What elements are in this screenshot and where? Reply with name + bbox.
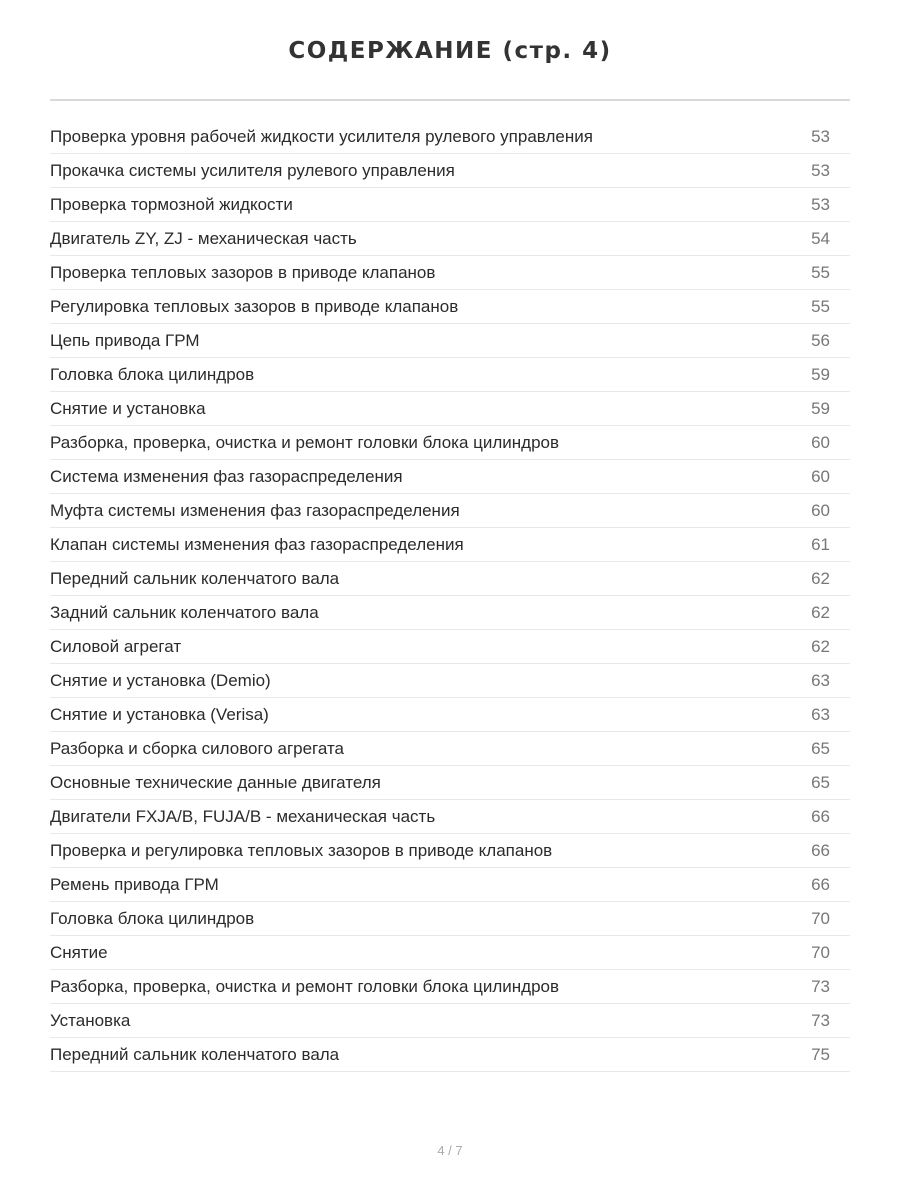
- toc-entry-title: Проверка и регулировка тепловых зазоров в приводе клапанов: [50, 841, 553, 860]
- toc-entry-title: Двигатель ZY, ZJ - механическая часть: [50, 229, 357, 248]
- toc-row[interactable]: [50, 392, 850, 426]
- toc-row[interactable]: [50, 222, 850, 256]
- toc-row[interactable]: [50, 868, 850, 902]
- toc-entry-title: Задний сальник коленчатого вала: [50, 603, 319, 622]
- toc-entry-title: Основные технические данные двигателя: [50, 773, 381, 792]
- toc-page-number: 65: [811, 773, 830, 792]
- toc-page-number: 55: [811, 297, 830, 316]
- toc-row[interactable]: [50, 936, 850, 970]
- toc-entry-title: Снятие и установка (Verisa): [50, 705, 269, 724]
- toc-entry-title: Двигатели FXJA/B, FUJA/B - механическая часть: [50, 807, 436, 826]
- toc-entry-title: Клапан системы изменения фаз газораспределения: [50, 535, 464, 554]
- toc-entry-title: Передний сальник коленчатого вала: [50, 1045, 340, 1064]
- toc-entry-title: Снятие и установка: [50, 399, 206, 418]
- toc-page-number: 70: [811, 943, 830, 962]
- toc-entry-title: Разборка, проверка, очистка и ремонт головки блока цилиндров: [50, 977, 560, 996]
- toc-page-number: 55: [811, 263, 830, 282]
- toc-row[interactable]: [50, 766, 850, 800]
- toc-page-number: 66: [811, 841, 830, 860]
- toc-entry-title: Проверка уровня рабочей жидкости усилителя рулевого управления: [50, 127, 593, 146]
- toc-page-number: 70: [811, 909, 830, 928]
- toc-row[interactable]: [50, 1038, 850, 1072]
- toc-page-number: 53: [811, 161, 830, 180]
- toc-entry-title: Муфта системы изменения фаз газораспределения: [50, 501, 460, 520]
- table-of-contents: [50, 120, 850, 1072]
- toc-page-number: 60: [811, 467, 830, 486]
- toc-row[interactable]: [50, 630, 850, 664]
- toc-page-number: 75: [811, 1045, 830, 1064]
- toc-page-number: 66: [811, 807, 830, 826]
- toc-row[interactable]: [50, 426, 850, 460]
- toc-row[interactable]: [50, 154, 850, 188]
- toc-page-number: 63: [811, 705, 830, 724]
- toc-row[interactable]: [50, 324, 850, 358]
- toc-page-number: 53: [811, 127, 830, 146]
- toc-page-number: 61: [811, 535, 830, 554]
- toc-entry-title: Установка: [50, 1011, 131, 1030]
- toc-page-number: 73: [811, 1011, 830, 1030]
- toc-page-number: 60: [811, 433, 830, 452]
- toc-page-number: 62: [811, 569, 830, 588]
- toc-row[interactable]: [50, 732, 850, 766]
- toc-entry-title: Регулировка тепловых зазоров в приводе клапанов: [50, 297, 459, 316]
- toc-entry-title: Головка блока цилиндров: [50, 365, 255, 384]
- page-counter: 4 / 7: [437, 1143, 463, 1158]
- toc-page-number: 60: [811, 501, 830, 520]
- toc-page-number: 62: [811, 603, 830, 622]
- toc-page-number: 65: [811, 739, 830, 758]
- toc-page-number: 56: [811, 331, 830, 350]
- toc-page-number: 66: [811, 875, 830, 894]
- toc-page-number: 63: [811, 671, 830, 690]
- toc-entry-title: Снятие и установка (Demio): [50, 671, 271, 690]
- toc-row[interactable]: [50, 1004, 850, 1038]
- toc-row[interactable]: [50, 664, 850, 698]
- toc-page-number: 62: [811, 637, 830, 656]
- toc-row[interactable]: [50, 290, 850, 324]
- toc-row[interactable]: [50, 460, 850, 494]
- toc-entry-title: Силовой агрегат: [50, 637, 182, 656]
- toc-row[interactable]: [50, 120, 850, 154]
- title-divider: [50, 99, 850, 101]
- toc-row[interactable]: [50, 834, 850, 868]
- toc-entry-title: Головка блока цилиндров: [50, 909, 255, 928]
- toc-entry-title: Цепь привода ГРМ: [50, 331, 200, 350]
- toc-entry-title: Проверка тепловых зазоров в приводе клапанов: [50, 263, 436, 282]
- toc-page-number: 59: [811, 365, 830, 384]
- toc-entry-title: Передний сальник коленчатого вала: [50, 569, 340, 588]
- toc-row[interactable]: [50, 596, 850, 630]
- toc-page-number: 59: [811, 399, 830, 418]
- toc-entry-title: Прокачка системы усилителя рулевого управления: [50, 161, 455, 180]
- toc-row[interactable]: [50, 358, 850, 392]
- toc-entry-title: Снятие: [50, 943, 108, 962]
- toc-page-number: 54: [811, 229, 830, 248]
- toc-row[interactable]: [50, 970, 850, 1004]
- toc-entry-title: Система изменения фаз газораспределения: [50, 467, 403, 486]
- toc-row[interactable]: [50, 562, 850, 596]
- toc-row[interactable]: [50, 494, 850, 528]
- toc-row[interactable]: [50, 698, 850, 732]
- toc-entry-title: Ремень привода ГРМ: [50, 875, 219, 894]
- toc-entry-title: Разборка, проверка, очистка и ремонт головки блока цилиндров: [50, 433, 560, 452]
- toc-page-number: 73: [811, 977, 830, 996]
- toc-row[interactable]: [50, 256, 850, 290]
- toc-row[interactable]: [50, 188, 850, 222]
- toc-entry-title: Разборка и сборка силового агрегата: [50, 739, 345, 758]
- toc-page-number: 53: [811, 195, 830, 214]
- toc-row[interactable]: [50, 800, 850, 834]
- toc-entry-title: Проверка тормозной жидкости: [50, 195, 293, 214]
- toc-row[interactable]: [50, 528, 850, 562]
- page-title: СОДЕРЖАНИЕ (стр. 4): [288, 38, 612, 64]
- toc-row[interactable]: [50, 902, 850, 936]
